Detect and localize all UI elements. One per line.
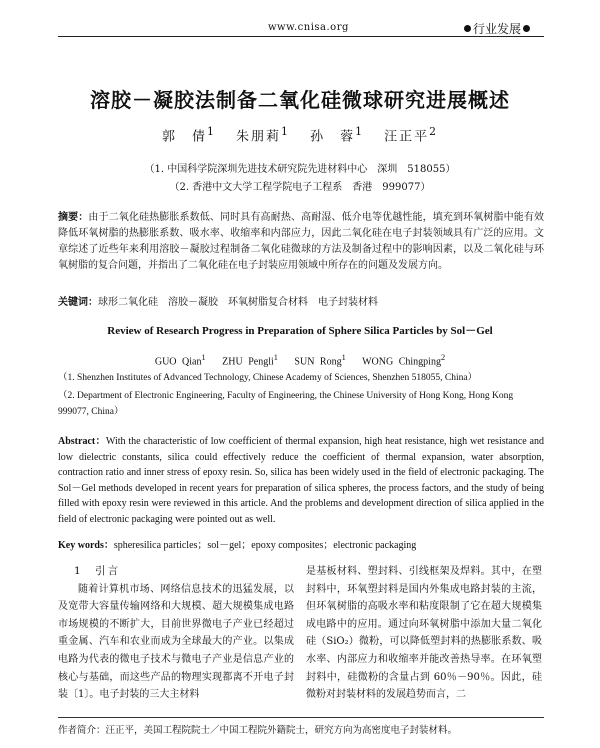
keywords-en-label: Key words： — [58, 540, 114, 551]
article-title: 溶胶－凝胶法制备二氧化硅微球研究进展概述 — [90, 88, 510, 112]
author-sup: 1 — [355, 125, 364, 138]
author-name: 孙 蓉 — [310, 129, 356, 145]
keywords-cn-label: 关键词： — [58, 297, 98, 308]
body-column-right — [306, 563, 542, 704]
abstract-cn-text: 由于二氧化硅热膨胀系数低、同时具有高耐热、高耐湿、低介电等优越性能，填充到环氧树脂中能有效降低环氧树脂的热膨胀系数、吸水率、收缩率和内部应力，因此二氧化硅在电子封装领域具有广泛的应用。文章综述了近些年来利用溶胶－凝胶过程制备二氧化硅微球的方法及制备过程中的影响因素，以及二氧化硅与环氧树脂的复合问题，并指出了二氧化硅在电子封装应用领域中所存在的问题及发展方向。 — [58, 212, 545, 271]
body-paragraph-left: 随着计算机市场、网络信息技术的迅猛发展，以及宽带大容量传输网络和大规模、超大规模集成电路市场规模的不断扩大，目前世界微电子产业已经超过重金属、汽车和农业而成为全球最大的产业。以集成电路为代表的微电子技术与微电子产业是信息产业的核心与基础，而这些产品的物理实现都离不开电子封装〔1〕。电子封装的三大主材料 — [58, 583, 294, 701]
author-name: 汪正平 — [384, 129, 430, 145]
author-en-name: GUO Qian — [154, 356, 202, 368]
abstract-en-label: Abstract： — [58, 436, 106, 447]
footnote-rule — [58, 717, 544, 718]
header-url[interactable]: www.cnisa.org — [268, 22, 349, 33]
body-column-left — [58, 563, 294, 704]
author-en-sup: 1 — [341, 353, 346, 362]
english-title: Review of Research Progress in Preparation of Sphere Silica Particles by Sol－Gel — [107, 325, 493, 337]
body-paragraph-right: 是基板材料、塑封料、引线框架及焊料。其中，在塑封料中，环氧塑封料是国内外集成电路封装的主流，但环氧树脂的高吸水率和粘度限制了它在超大规模集成电路中的应用。通过向环氧树脂中添加大量二氧化硅（SiO₂）微粉，可以降低塑封料的热膨胀系数、吸水率、内部应力和收缩率并能改善热导率。在环氧塑封料中，硅微粉的含量占到 60％－90％。因此，硅微粉对封装材料的发展趋势而言，二 — [306, 566, 542, 701]
header-rule — [58, 36, 544, 37]
abstract-cn — [58, 210, 544, 274]
author-name: 朱朋莉 — [236, 129, 282, 145]
affiliation-cn-2: （2. 香港中文大学工程学院电子工程系 香港 999077） — [169, 182, 431, 193]
keywords-en-text: spheresilica particles；sol－gel；epoxy composites；electronic packaging — [113, 540, 417, 551]
author-en-sup: 1 — [201, 353, 206, 362]
footnote: 作者简介：汪正平，美国工程院院士／中国工程院外籍院士，研究方向为高密度电子封装材料。 — [58, 725, 458, 736]
author-en-sup: 2 — [440, 353, 446, 362]
author-en-name: SUN Rong — [294, 356, 342, 368]
keywords-cn — [58, 293, 544, 308]
author-en-name: ZHU Pengli — [222, 356, 274, 368]
bullet-dot-icon — [523, 25, 530, 32]
author-name: 郭 倩 — [161, 129, 207, 145]
bullet-dot-icon — [464, 25, 471, 32]
authors-en — [0, 353, 600, 367]
header-section — [462, 20, 532, 37]
authors-cn — [0, 125, 600, 144]
author-en-name: WONG Chingping — [362, 356, 441, 368]
abstract-cn-label: 摘要： — [58, 212, 89, 223]
author-sup: 1 — [281, 125, 290, 138]
author-sup: 1 — [206, 125, 216, 138]
section-heading: 1 引言 — [74, 565, 121, 577]
author-en-sup: 1 — [273, 353, 278, 362]
affiliation-cn-1: （1. 中国科学院深圳先进技术研究院先进材料中心 深圳 518055） — [144, 164, 456, 175]
abstract-en-text: With the characteristic of low coefficient of thermal expansion, high heat resistance, high wet resistance and low dielectric constants, silica could effectively reduce the coefficient of thermal expansion, water absorption, contraction ratio and inner stress of epoxy resin. So, silica has been widely used in the field of electronic packaging. The Sol－Gel methods developed in recent years for preparation of silica spheres, the process factors, and the study of being filled with epoxy resin were reviewed in this article. And the problems and development direction of silica applied in the field of electronic packaging were pointed out as well. — [58, 436, 544, 525]
author-sup: 2 — [429, 125, 439, 138]
header-section-label: 行业发展 — [473, 22, 522, 36]
keywords-en — [58, 536, 544, 551]
affiliation-en-2: （2. Department of Electronic Engineering, Faculty of Engineering, the Chinese University of Hong Kong, Hong Kong 999077, China） — [58, 391, 514, 417]
abstract-en — [58, 434, 544, 528]
keywords-cn-text: 球形二氧化硅 溶胶－凝胶 环氧树脂复合材料 电子封装材料 — [98, 297, 378, 308]
affiliation-en-1: （1. Shenzhen Institutes of Advanced Technology, Chinese Academy of Sciences, Shenzhen 518055, China） — [58, 373, 478, 383]
